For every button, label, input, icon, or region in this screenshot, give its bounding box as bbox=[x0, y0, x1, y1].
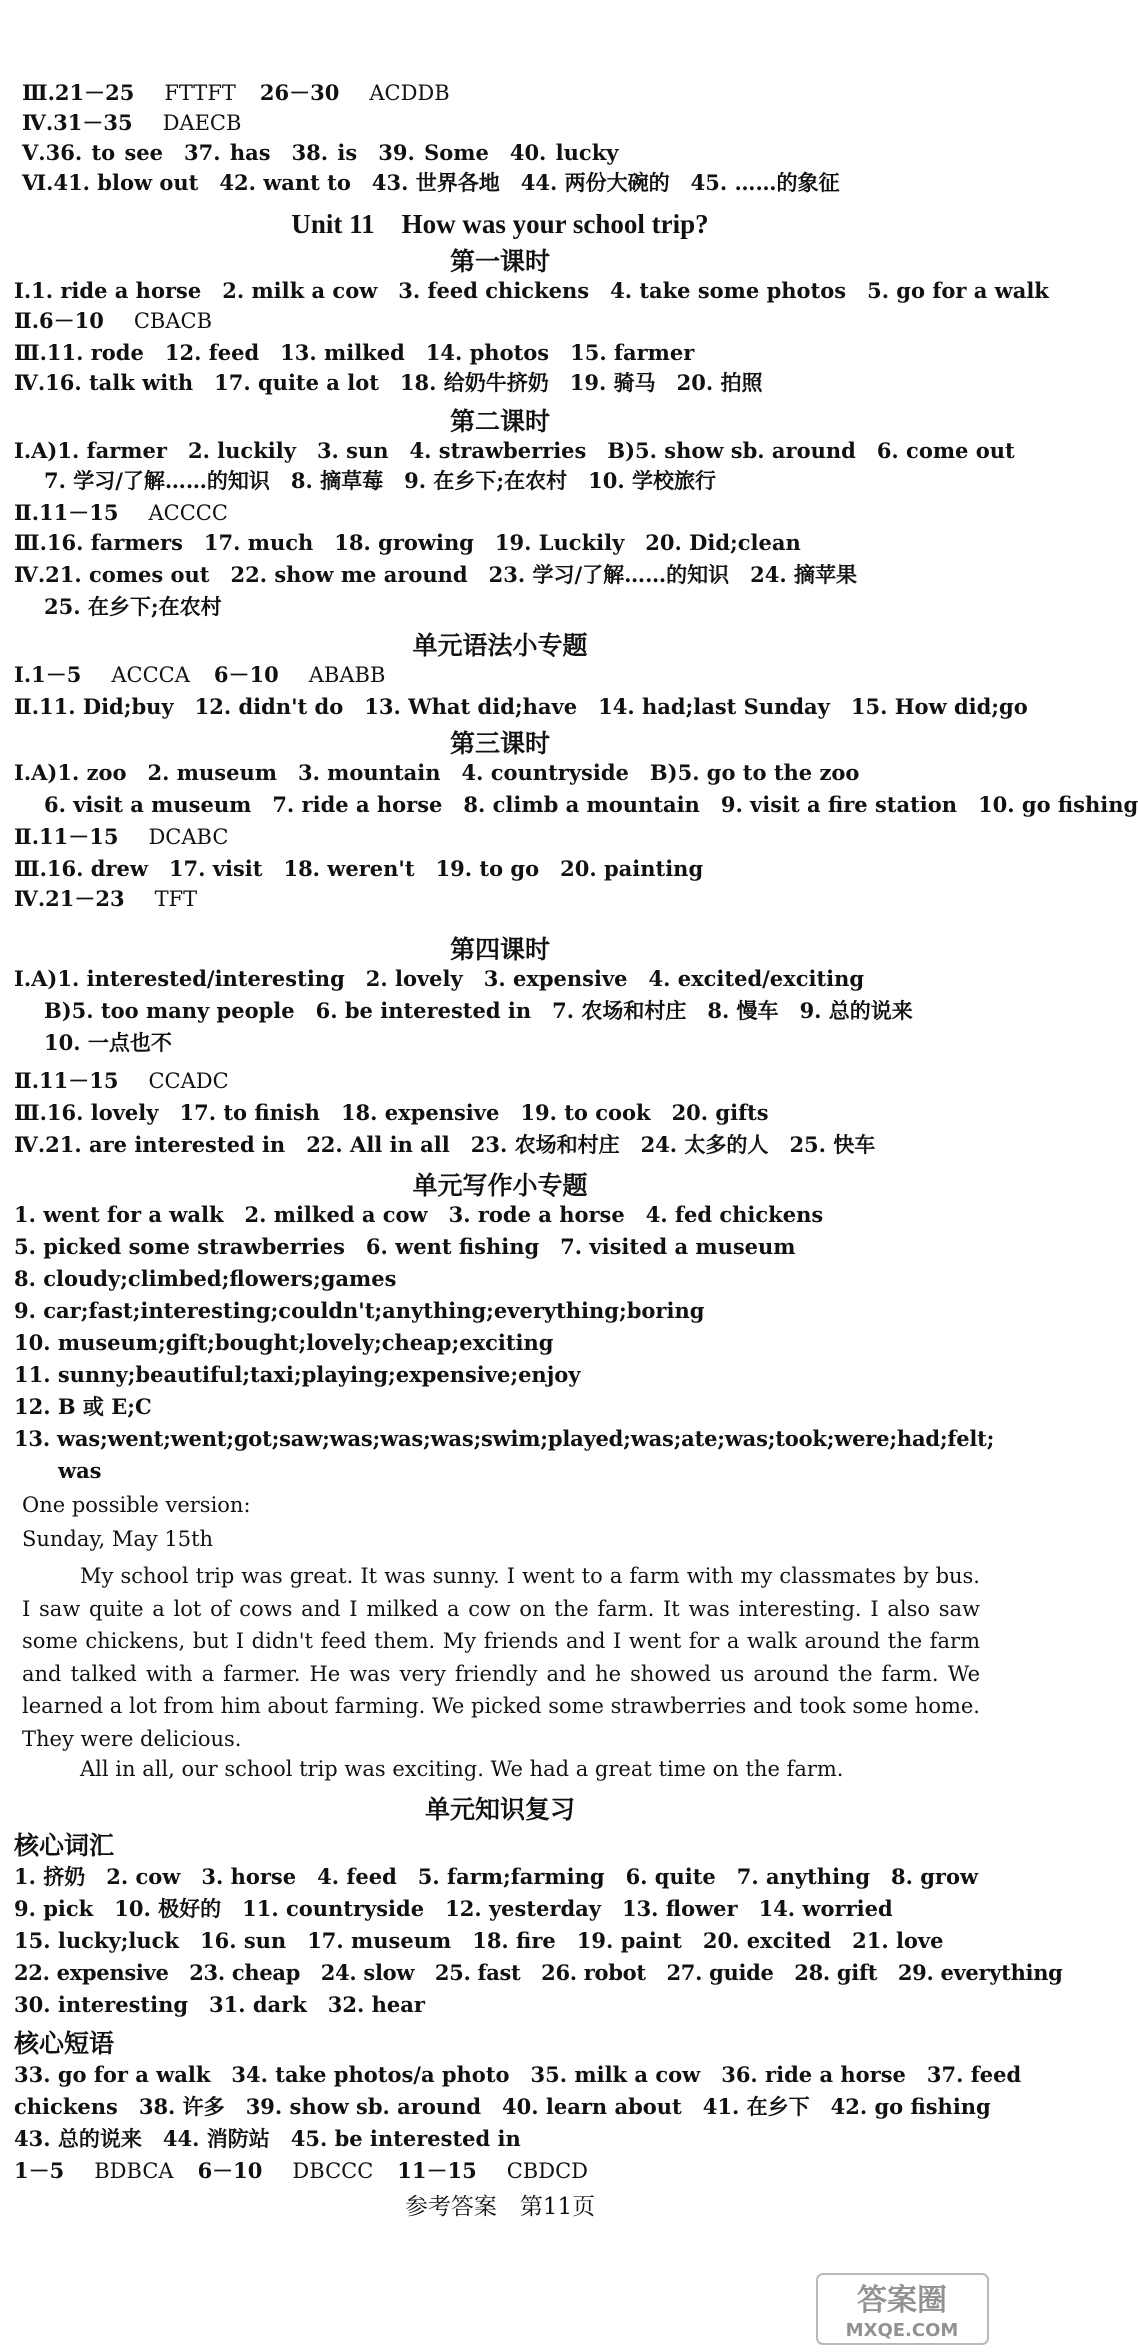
answer-line: 12. B 或 E;C bbox=[14, 1394, 152, 1419]
watermark-logo bbox=[815, 2270, 990, 2348]
answer-line: 25. 在乡下;在农村 bbox=[44, 594, 222, 619]
answer-line: B)5. too many people 6. be interested in 7. 农场和村庄 8. 慢车 9. 总的说来 bbox=[44, 998, 913, 1023]
answer-line: Ⅳ.31－35 DAECB bbox=[22, 110, 242, 135]
answer-line: 9. pick 10. 极好的 11. countryside 12. yesterday 13. flower 14. worried bbox=[14, 1896, 893, 1921]
essay-date: Sunday, May 15th bbox=[22, 1527, 214, 1551]
answer-line: 10. 一点也不 bbox=[44, 1030, 172, 1055]
watermark-text: MXQE.COM bbox=[845, 2320, 959, 2341]
answer-line: 9. car;fast;interesting;couldn't;anything;everything;boring bbox=[14, 1298, 705, 1323]
answer-line: Ⅰ.A)1. interested/interesting 2. lovely 3. expensive 4. excited/exciting bbox=[14, 966, 865, 991]
writing-title: 单元写作小专题 bbox=[412, 1171, 588, 1200]
answer-line: 8. cloudy;climbed;flowers;games bbox=[14, 1266, 397, 1291]
lesson-1-title: 第一课时 bbox=[449, 247, 550, 276]
lesson-4-title: 第四课时 bbox=[449, 935, 550, 964]
answer-line: 1. went for a walk 2. milked a cow 3. rode a horse 4. fed chickens bbox=[14, 1202, 824, 1227]
answer-line: 22. expensive 23. cheap 24. slow 25. fast 26. robot 27. guide 28. gift 29. everything bbox=[14, 1960, 1063, 1985]
answer-line: Ⅲ.16. lovely 17. to finish 18. expensive 19. to cook 20. gifts bbox=[14, 1100, 769, 1125]
grammar-title: 单元语法小专题 bbox=[412, 631, 588, 660]
review-title: 单元知识复习 bbox=[424, 1795, 575, 1824]
answer-line: 15. lucky;luck 16. sun 17. museum 18. fire 19. paint 20. excited 21. love bbox=[14, 1928, 944, 1953]
answer-line: Ⅲ.21－25 FTTFT 26－30 ACDDB bbox=[22, 80, 450, 105]
answer-line: Ⅲ.11. rode 12. feed 13. milked 14. photos 15. farmer bbox=[14, 340, 695, 365]
answer-line: Ⅱ.6－10 CBACB bbox=[14, 308, 213, 333]
answer-line: Ⅰ.1. ride a horse 2. milk a cow 3. feed chickens 4. take some photos 5. go for a walk bbox=[14, 278, 1049, 303]
answer-line: Ⅰ.A)1. zoo 2. museum 3. mountain 4. countryside B)5. go to the zoo bbox=[14, 760, 860, 785]
answer-line: Ⅱ.11－15 ACCCC bbox=[14, 500, 228, 525]
answer-line: Ⅰ.1－5 ACCCA 6－10 ABABB bbox=[14, 662, 386, 687]
answer-line: 11. sunny;beautiful;taxi;playing;expensive;enjoy bbox=[14, 1362, 581, 1387]
phrase-title: 核心短语 bbox=[14, 2029, 115, 2058]
page-footer: 参考答案 第11页 bbox=[404, 2194, 596, 2220]
answer-line: Ⅰ.A)1. farmer 2. luckily 3. sun 4. strawberries B)5. show sb. around 6. come out bbox=[14, 438, 1015, 463]
answer-line: Ⅲ.16. drew 17. visit 18. weren't 19. to go 20. painting bbox=[14, 856, 704, 881]
essay-paragraph: My school trip was great. It was sunny. I went to a farm with my classmates by bus. I saw quite a lot of cows and I milked a cow on the farm. It was interesting. I also saw some chickens, but I didn't feed them. My friends and I went for a walk around the farm and talked with a farmer. He was very friendly and he showed us around the farm. We learned a lot from him about farming. We picked some strawberries and took some home. They were delicious. bbox=[22, 1564, 980, 1751]
lesson-2-title: 第二课时 bbox=[449, 407, 550, 436]
answer-line: 5. picked some strawberries 6. went fishing 7. visited a museum bbox=[14, 1234, 796, 1259]
answer-line: 1－5 BDBCA 6－10 DBCCC 11－15 CBDCD bbox=[14, 2158, 588, 2183]
answer-line: 7. 学习/了解……的知识 8. 摘草莓 9. 在乡下;在农村 10. 学校旅行 bbox=[44, 468, 716, 493]
answer-line: Ⅱ.11－15 DCABC bbox=[14, 824, 229, 849]
answer-line: 6. visit a museum 7. ride a horse 8. climb a mountain 9. visit a fire station 10. go fishing bbox=[44, 792, 1138, 817]
answer-line: Ⅵ.41. blow out 42. want to 43. 世界各地 44. 两份大碗的 45. ……的象征 bbox=[22, 170, 840, 195]
answer-line: Ⅴ.36. to see 37. has 38. is 39. Some 40. lucky bbox=[22, 140, 619, 165]
answer-line: 13. was;went;went;got;saw;was;was;was;swim;played;was;ate;was;took;were;had;felt; bbox=[14, 1426, 995, 1451]
answer-line: 30. interesting 31. dark 32. hear bbox=[14, 1992, 425, 2017]
answer-line: Ⅳ.21－23 TFT bbox=[14, 886, 198, 911]
unit-title: Unit 11 How was your school trip? bbox=[291, 209, 709, 239]
answer-line: 33. go for a walk 34. take photos/a photo 35. milk a cow 36. ride a horse 37. feed bbox=[14, 2062, 1022, 2087]
answer-line: 1. 挤奶 2. cow 3. horse 4. feed 5. farm;farming 6. quite 7. anything 8. grow bbox=[14, 1864, 979, 1889]
lesson-3-title: 第三课时 bbox=[449, 729, 550, 758]
answer-line: Ⅱ.11. Did;buy 12. didn't do 13. What did;have 14. had;last Sunday 15. How did;go bbox=[14, 694, 1028, 719]
answer-line: Ⅳ.21. are interested in 22. All in all 23. 农场和村庄 24. 太多的人 25. 快车 bbox=[14, 1132, 876, 1157]
vocab-title: 核心词汇 bbox=[14, 1831, 115, 1860]
watermark-text: 答案圈 bbox=[857, 2283, 947, 2318]
answer-line: was bbox=[58, 1458, 102, 1483]
answer-line: Ⅱ.11－15 CCADC bbox=[14, 1068, 229, 1093]
answer-line: 10. museum;gift;bought;lovely;cheap;exciting bbox=[14, 1330, 554, 1355]
essay-paragraph: All in all, our school trip was exciting. We had a great time on the farm. bbox=[80, 1757, 844, 1781]
answer-line: chickens 38. 许多 39. show sb. around 40. learn about 41. 在乡下 42. go fishing bbox=[14, 2094, 991, 2119]
answer-line: Ⅳ.21. comes out 22. show me around 23. 学习/了解……的知识 24. 摘苹果 bbox=[14, 562, 857, 587]
answer-line: 43. 总的说来 44. 消防站 45. be interested in bbox=[14, 2126, 521, 2151]
answer-line: Ⅳ.16. talk with 17. quite a lot 18. 给奶牛挤奶 19. 骑马 20. 拍照 bbox=[14, 370, 763, 395]
version-label: One possible version: bbox=[22, 1493, 251, 1517]
answer-line: Ⅲ.16. farmers 17. much 18. growing 19. Luckily 20. Did;clean bbox=[14, 530, 801, 555]
